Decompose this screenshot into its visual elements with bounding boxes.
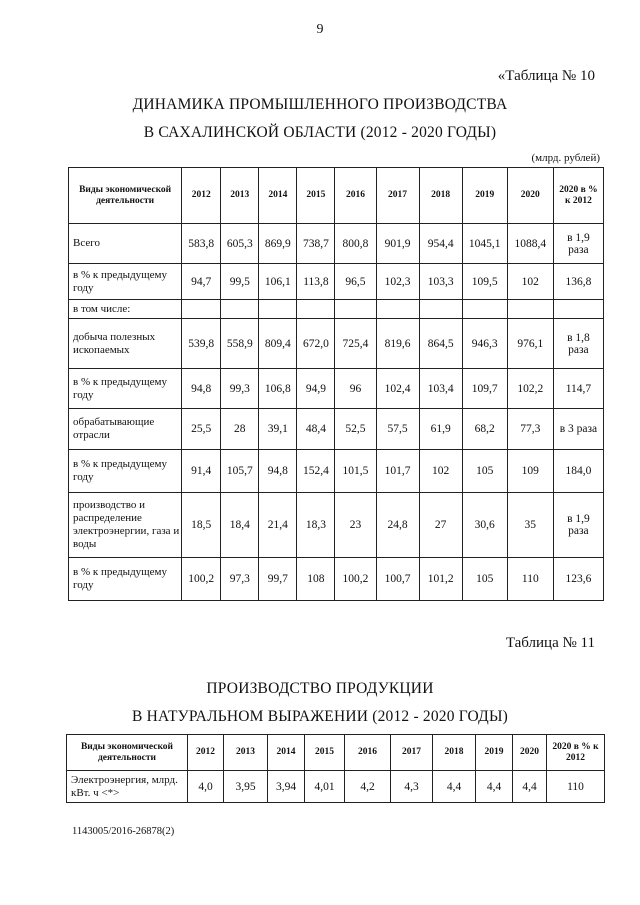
table10-row [69, 264, 604, 300]
table10-row [69, 319, 604, 369]
value-cell: 101,5 [335, 450, 376, 493]
table10-header-kind: Виды экономической деятельности [69, 168, 182, 224]
pct-cell: 110 [547, 771, 605, 803]
value-cell [259, 300, 297, 319]
table10-header-year: 2014 [259, 168, 297, 224]
value-cell: 605,3 [221, 224, 259, 264]
table10-row [69, 409, 604, 450]
value-cell: 102 [507, 264, 553, 300]
value-cell: 21,4 [259, 493, 297, 558]
value-cell: 672,0 [297, 319, 335, 369]
value-cell [507, 300, 553, 319]
row-label: обрабатывающие отрасли [69, 409, 182, 450]
pct-cell: 123,6 [553, 558, 603, 601]
table11-title-line1: ПРОИЗВОДСТВО ПРОДУКЦИИ [206, 680, 434, 697]
table11-header-year: 2018 [433, 735, 476, 771]
table10-label: «Таблица № 10 [497, 68, 595, 84]
row-label: добыча полезных ископаемых [69, 319, 182, 369]
table11-row [67, 771, 605, 803]
value-cell: 113,8 [297, 264, 335, 300]
value-cell: 3,94 [268, 771, 305, 803]
value-cell: 102,2 [507, 369, 553, 409]
value-cell: 4,2 [345, 771, 391, 803]
value-cell: 976,1 [507, 319, 553, 369]
value-cell: 109 [507, 450, 553, 493]
value-cell [462, 300, 507, 319]
table11-header-year: 2020 [513, 735, 547, 771]
value-cell: 1088,4 [507, 224, 553, 264]
value-cell: 108 [297, 558, 335, 601]
value-cell: 39,1 [259, 409, 297, 450]
value-cell: 28 [221, 409, 259, 450]
value-cell: 105 [462, 450, 507, 493]
value-cell: 4,4 [513, 771, 547, 803]
row-label: Электроэнергия, млрд. кВт. ч <*> [67, 771, 188, 803]
value-cell: 97,3 [221, 558, 259, 601]
value-cell: 25,5 [182, 409, 221, 450]
table10-header-year: 2015 [297, 168, 335, 224]
value-cell: 94,9 [297, 369, 335, 409]
table11-header-year: 2016 [345, 735, 391, 771]
value-cell: 101,7 [376, 450, 419, 493]
value-cell: 864,5 [419, 319, 462, 369]
pct-cell [553, 300, 603, 319]
value-cell: 100,2 [335, 558, 376, 601]
table11-header-year: 2013 [224, 735, 268, 771]
value-cell: 94,8 [182, 369, 221, 409]
table11-header-pct: 2020 в % к 2012 [547, 735, 605, 771]
value-cell: 96,5 [335, 264, 376, 300]
table10-header-pct: 2020 в % к 2012 [553, 168, 603, 224]
row-label: в том числе: [69, 300, 182, 319]
value-cell: 106,8 [259, 369, 297, 409]
value-cell: 18,4 [221, 493, 259, 558]
value-cell: 103,3 [419, 264, 462, 300]
value-cell: 101,2 [419, 558, 462, 601]
table10-row [69, 558, 604, 601]
value-cell: 901,9 [376, 224, 419, 264]
value-cell [419, 300, 462, 319]
value-cell [182, 300, 221, 319]
value-cell: 57,5 [376, 409, 419, 450]
value-cell: 110 [507, 558, 553, 601]
table10-header-year: 2013 [221, 168, 259, 224]
value-cell: 18,5 [182, 493, 221, 558]
value-cell: 35 [507, 493, 553, 558]
value-cell: 96 [335, 369, 376, 409]
table11-header-row [67, 735, 605, 771]
value-cell: 106,1 [259, 264, 297, 300]
table11-header-year: 2012 [188, 735, 224, 771]
value-cell [221, 300, 259, 319]
table11-header-year: 2017 [391, 735, 433, 771]
row-label: производство и распределение электроэнергии, газа и воды [69, 493, 182, 558]
document-code: 1143005/2016-26878(2) [72, 826, 175, 837]
value-cell: 4,0 [188, 771, 224, 803]
table10-header-year: 2017 [376, 168, 419, 224]
value-cell: 68,2 [462, 409, 507, 450]
table10-header-year: 2018 [419, 168, 462, 224]
table10 [68, 167, 604, 601]
value-cell: 100,2 [182, 558, 221, 601]
value-cell: 954,4 [419, 224, 462, 264]
table11-header-year: 2015 [305, 735, 345, 771]
table11-label: Таблица № 11 [505, 635, 595, 651]
pct-cell: 184,0 [553, 450, 603, 493]
page-number: 9 [316, 22, 324, 37]
value-cell: 819,6 [376, 319, 419, 369]
value-cell [376, 300, 419, 319]
value-cell: 23 [335, 493, 376, 558]
value-cell: 558,9 [221, 319, 259, 369]
value-cell: 4,01 [305, 771, 345, 803]
pct-cell: в 1,8 раза [553, 319, 603, 369]
table11-header-kind: Виды экономической деятельности [67, 735, 188, 771]
table10-row [69, 369, 604, 409]
value-cell: 94,8 [259, 450, 297, 493]
table11-header-year: 2014 [268, 735, 305, 771]
value-cell: 869,9 [259, 224, 297, 264]
row-label: в % к предыдущему году [69, 264, 182, 300]
value-cell: 725,4 [335, 319, 376, 369]
value-cell: 91,4 [182, 450, 221, 493]
table10-row [69, 450, 604, 493]
table10-row [69, 493, 604, 558]
row-label: в % к предыдущему году [69, 450, 182, 493]
value-cell: 105 [462, 558, 507, 601]
table10-title-line1: ДИНАМИКА ПРОМЫШЛЕННОГО ПРОИЗВОДСТВА [132, 96, 508, 113]
value-cell: 30,6 [462, 493, 507, 558]
row-label: Всего [69, 224, 182, 264]
value-cell: 102,4 [376, 369, 419, 409]
pct-cell: в 3 раза [553, 409, 603, 450]
pct-cell: в 1,9 раза [553, 224, 603, 264]
value-cell: 539,8 [182, 319, 221, 369]
pct-cell: 114,7 [553, 369, 603, 409]
value-cell: 48,4 [297, 409, 335, 450]
table10-header-year: 2012 [182, 168, 221, 224]
table10-units: (млрд. рублей) [531, 152, 600, 164]
value-cell: 94,7 [182, 264, 221, 300]
value-cell: 109,5 [462, 264, 507, 300]
pct-cell: 136,8 [553, 264, 603, 300]
value-cell: 4,4 [433, 771, 476, 803]
value-cell: 100,7 [376, 558, 419, 601]
value-cell: 3,95 [224, 771, 268, 803]
value-cell: 109,7 [462, 369, 507, 409]
value-cell: 946,3 [462, 319, 507, 369]
value-cell: 52,5 [335, 409, 376, 450]
value-cell: 61,9 [419, 409, 462, 450]
value-cell: 105,7 [221, 450, 259, 493]
value-cell: 102,3 [376, 264, 419, 300]
row-label: в % к предыдущему году [69, 558, 182, 601]
table10-title-line2: В САХАЛИНСКОЙ ОБЛАСТИ (2012 - 2020 ГОДЫ) [143, 124, 497, 141]
table11-title-line2: В НАТУРАЛЬНОМ ВЫРАЖЕНИИ (2012 - 2020 ГОДЫ) [131, 708, 509, 725]
value-cell: 1045,1 [462, 224, 507, 264]
value-cell [335, 300, 376, 319]
value-cell: 800,8 [335, 224, 376, 264]
row-label: в % к предыдущему году [69, 369, 182, 409]
table10-row [69, 300, 604, 319]
table10-row [69, 224, 604, 264]
value-cell: 102 [419, 450, 462, 493]
pct-cell: в 1,9 раза [553, 493, 603, 558]
value-cell: 4,3 [391, 771, 433, 803]
table10-header-year: 2020 [507, 168, 553, 224]
value-cell: 99,5 [221, 264, 259, 300]
value-cell: 24,8 [376, 493, 419, 558]
table10-header-row [69, 168, 604, 224]
value-cell: 4,4 [476, 771, 513, 803]
value-cell: 103,4 [419, 369, 462, 409]
table11-header-year: 2019 [476, 735, 513, 771]
value-cell: 152,4 [297, 450, 335, 493]
value-cell: 77,3 [507, 409, 553, 450]
value-cell: 583,8 [182, 224, 221, 264]
value-cell: 18,3 [297, 493, 335, 558]
value-cell: 99,7 [259, 558, 297, 601]
value-cell: 738,7 [297, 224, 335, 264]
value-cell [297, 300, 335, 319]
table10-header-year: 2016 [335, 168, 376, 224]
value-cell: 27 [419, 493, 462, 558]
table11 [66, 734, 605, 803]
table10-header-year: 2019 [462, 168, 507, 224]
value-cell: 809,4 [259, 319, 297, 369]
value-cell: 99,3 [221, 369, 259, 409]
